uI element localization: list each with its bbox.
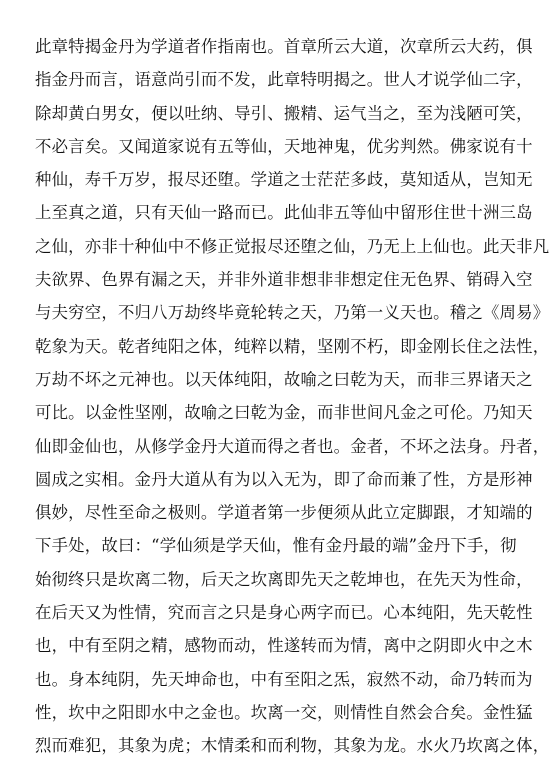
text-line: 也。身本纯阴，先天坤命也，中有至阳之炁，寂然不动，命乃转而为 <box>35 669 533 689</box>
text-line: 可比。以金性坚刚，故喻之曰乾为金，而非世间凡金之可伦。乃知天 <box>35 403 533 423</box>
text-line: 烈而难犯，其象为虎；木情柔和而利物，其象为龙。水火乃坎离之体， <box>35 736 549 756</box>
text-line: 指金丹而言，语意尚引而不发，此章特明揭之。世人才说学仙二字， <box>35 70 533 90</box>
text-line: 种仙，寿千万岁，报尽还堕。学道之士茫茫多歧，莫知适从，岂知无 <box>35 170 533 190</box>
text-line: 乾象为天。乾者纯阳之体，纯粹以精，坚刚不朽，即金刚长住之法性， <box>35 336 549 356</box>
text-line: 始彻终只是坎离二物，后天之坎离即先天之乾坤也，在先天为性命， <box>35 569 533 589</box>
text-line: 此章特揭金丹为学道者作指南也。首章所云大道，次章所云大药，俱 <box>35 37 533 56</box>
text-line: 除却黄白男女，便以吐纳、导引、搬精、运气当之，至为浅陋可笑， <box>35 103 533 123</box>
text-line: 性，坎中之阳即水中之金也。坎离一交，则情性自然会合矣。金性猛 <box>35 702 533 722</box>
text-line: 万劫不坏之元神也。以天体纯阳，故喻之曰乾为天，而非三界诸天之 <box>35 369 533 389</box>
text-line: 俱妙，尽性至命之极则。学道者第一步便须从此立定脚跟，才知端的 <box>35 503 533 523</box>
text-line: 下手处，故曰：“学仙须是学天仙，惟有金丹最的端”金丹下手，彻 <box>35 536 517 556</box>
text-line: 也，中有至阴之精，感物而动，性遂转而为情，离中之阴即火中之木 <box>35 636 533 656</box>
body-text <box>35 30 549 763</box>
text-line: 仙即金仙也，从修学金丹大道而得之者也。金者，不坏之法身。丹者， <box>35 436 549 456</box>
text-line: 夫欲界、色界有漏之天，并非外道非想非非想定住无色界、销碍入空 <box>35 270 533 290</box>
text-line: 不必言矣。又闻道家说有五等仙，天地神鬼，优劣判然。佛家说有十 <box>35 136 533 156</box>
text-line: 与夫穷空，不归八万劫终毕竟轮转之天，乃第一义天也。稽之《周易》 <box>35 303 549 323</box>
text-line: 在后天又为性情，究而言之只是身心两字而已。心本纯阳，先天乾性 <box>35 603 533 623</box>
text-line: 圆成之实相。金丹大道从有为以入无为，即了命而兼了性，方是形神 <box>35 469 533 489</box>
text-line: 之仙，亦非十种仙中不修正觉报尽还堕之仙，乃无上上仙也。此天非凡 <box>35 236 549 256</box>
text-line: 上至真之道，只有天仙一路而已。此仙非五等仙中留形住世十洲三岛 <box>35 203 533 223</box>
